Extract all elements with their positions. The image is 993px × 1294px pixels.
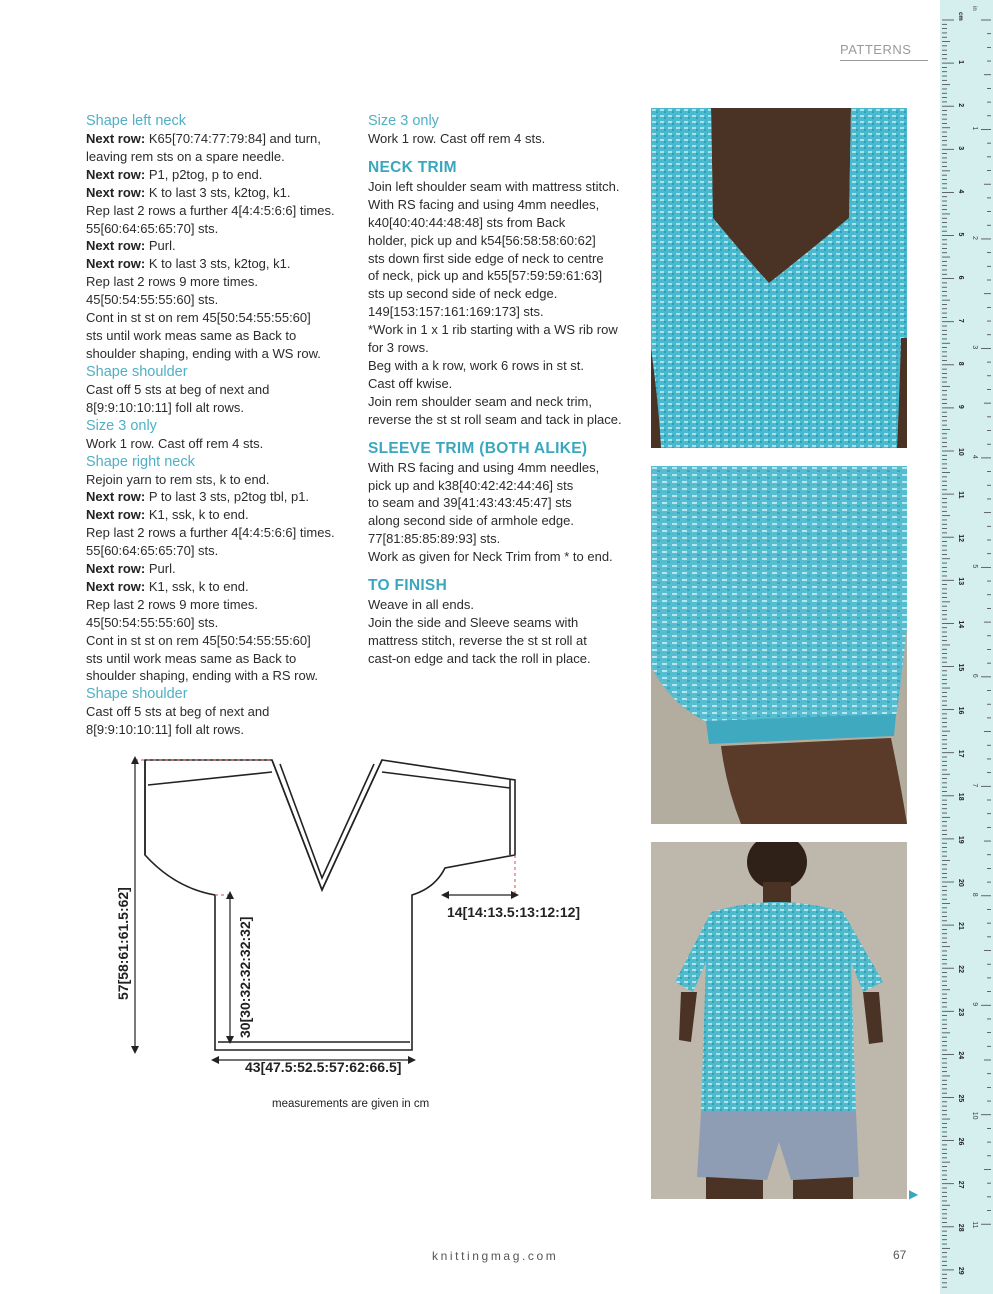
instruction-line: Next row: K65[70:74:77:79:84] and turn,	[86, 131, 321, 146]
ruler-cm-number: 19	[957, 835, 964, 844]
ruler-cm-number: 13	[957, 577, 964, 586]
instruction-line: *Work in 1 x 1 rib starting with a WS rib row	[368, 322, 618, 338]
instruction-line: Join left shoulder seam with mattress stitch.	[368, 178, 620, 194]
instruction-line: 149[153:157:161:169:173] sts.	[368, 304, 544, 320]
instruction-line: Cont in st st on rem 45[50:54:55:55:60]	[86, 310, 311, 326]
photo-back-view	[651, 842, 907, 1199]
instruction-line: Next row: K to last 3 sts, k2tog, k1.	[86, 184, 291, 200]
section-heading: TO FINISH	[368, 577, 448, 595]
instruction-line: With RS facing and using 4mm needles,	[368, 459, 600, 475]
row-label: Next row:	[86, 489, 146, 505]
section-heading: NECK TRIM	[368, 158, 457, 176]
ruler-inch-number: 8	[971, 892, 978, 897]
section-label: PATTERNS	[840, 42, 928, 61]
instruction-line: mattress stitch, reverse the st st roll at	[368, 632, 587, 648]
instruction-line: leaving rem sts on a spare needle.	[86, 148, 285, 164]
instruction-line: sts down first side edge of neck to centre	[368, 250, 604, 266]
section-heading: SLEEVE TRIM (BOTH ALIKE)	[368, 439, 588, 457]
ruler-cm-number: 27	[957, 1180, 964, 1189]
row-label: Next row:	[86, 256, 146, 272]
instruction-line: pick up and k38[40:42:42:44:46] sts	[368, 477, 574, 493]
ruler-cm-number: 14	[957, 620, 964, 629]
instruction-line: Next row: K1, ssk, k to end.	[86, 507, 249, 523]
instruction-line: 77[81:85:85:89:93] sts.	[368, 531, 501, 547]
ruler-cm-number: 11	[957, 491, 964, 499]
row-label: Next row:	[86, 578, 146, 594]
pattern-column-right	[368, 112, 630, 668]
instruction-line: Cast off 5 sts at beg of next and	[86, 381, 270, 397]
ruler-cm-number: 28	[957, 1223, 964, 1232]
instruction-line: k40[40:40:44:48:48] sts from Back	[368, 214, 566, 230]
ruler-cm-number: 17	[957, 749, 964, 758]
measuring-ruler	[940, 0, 993, 1294]
instruction-line: Join the side and Sleeve seams with	[368, 614, 579, 630]
ruler-inch-number: 2	[971, 235, 978, 240]
instruction-line: sts up second side of neck edge.	[368, 286, 558, 302]
instruction-line: Cast off 5 sts at beg of next and	[86, 704, 270, 720]
instruction-line: Cont in st st on rem 45[50:54:55:55:60]	[86, 632, 311, 648]
row-label: Next row:	[86, 131, 146, 146]
instruction-line: Next row: K to last 3 sts, k2tog, k1.	[86, 256, 291, 272]
instruction-line: Next row: P1, p2tog, p to end.	[86, 166, 263, 182]
photo-sleeve-detail	[651, 466, 907, 824]
ruler-cm-number: 12	[957, 534, 964, 542]
ruler-cm-number: 20	[957, 879, 964, 887]
side-length-label: 30[30:32:32:32:32]	[237, 916, 253, 1038]
instruction-line: Weave in all ends.	[368, 597, 474, 613]
ruler-cm-number: 3	[957, 146, 964, 151]
instruction-line: for 3 rows.	[368, 340, 429, 356]
instruction-line: along second side of armhole edge.	[368, 513, 574, 529]
subheading: Shape right neck	[86, 453, 195, 470]
ruler-inch-unit: in	[971, 6, 977, 11]
instruction-line: 8[9:9:10:10:11] foll alt rows.	[86, 399, 245, 415]
ruler-cm-number: 29	[957, 1266, 964, 1275]
instruction-line: sts until work meas same as Back to	[86, 327, 297, 343]
instruction-line: Beg with a k row, work 6 rows in st st.	[368, 357, 585, 373]
instruction-line: to seam and 39[41:43:43:45:47] sts	[368, 495, 572, 511]
ruler-cm-number: 21	[957, 922, 964, 930]
instruction-line: Next row: P to last 3 sts, p2tog tbl, p1.	[86, 489, 310, 505]
ruler-inch-number: 4	[971, 454, 978, 459]
ruler-cm-number: 18	[957, 792, 964, 801]
ruler-cm-number: 4	[957, 189, 964, 194]
instruction-line: 55[60:64:65:65:70] sts.	[86, 220, 219, 236]
row-label: Next row:	[86, 238, 146, 254]
row-label: Next row:	[86, 561, 146, 577]
page-number: 67	[893, 1248, 907, 1262]
row-label: Next row:	[86, 184, 146, 200]
instruction-line: sts until work meas same as Back to	[86, 650, 297, 666]
ruler-cm-number: 10	[957, 448, 964, 456]
instruction-line: Next row: Purl.	[86, 561, 176, 577]
instruction-line: With RS facing and using 4mm needles,	[368, 196, 600, 212]
ruler-cm-number: 6	[957, 275, 964, 280]
ruler-cm-number: 1	[957, 60, 964, 65]
ruler-cm-number: 23	[957, 1008, 964, 1017]
ruler-cm-number: 7	[957, 318, 964, 323]
ruler-cm-number: 26	[957, 1137, 964, 1146]
subheading: Shape shoulder	[86, 363, 188, 380]
ruler-inch-number: 1	[971, 126, 978, 131]
ruler-cm-number: 15	[957, 663, 964, 672]
row-label: Next row:	[86, 507, 146, 523]
instruction-line: Rep last 2 rows a further 4[4:4:5:6:6] times.	[86, 525, 335, 541]
ruler-inch-number: 10	[971, 1111, 978, 1120]
ruler-cm-number: 9	[957, 404, 964, 409]
instruction-line: Join rem shoulder seam and neck trim,	[368, 393, 592, 409]
width-label: 43[47.5:52.5:57:62:66.5]	[245, 1059, 402, 1075]
instruction-line: Rep last 2 rows a further 4[4:4:5:6:6] times.	[86, 202, 335, 218]
ruler-cm-number: 22	[957, 965, 964, 973]
ruler-inch-number: 7	[971, 783, 978, 788]
footer-url: knittingmag.com	[432, 1249, 559, 1263]
sleeve-depth-label: 14[14:13.5:13:12:12]	[447, 904, 581, 920]
ruler-cm-number: 2	[957, 103, 964, 108]
ruler-inch-number: 5	[971, 564, 978, 569]
instruction-line: shoulder shaping, ending with a WS row.	[86, 345, 321, 361]
ruler-cm-number: 25	[957, 1094, 964, 1103]
instruction-line: shoulder shaping, ending with a RS row.	[86, 668, 318, 684]
subheading: Size 3 only	[368, 113, 439, 129]
instruction-line: Rejoin yarn to rem sts, k to end.	[86, 471, 270, 487]
pattern-column-left	[86, 112, 351, 739]
instruction-line: 55[60:64:65:65:70] sts.	[86, 543, 219, 559]
instruction-line: Next row: K1, ssk, k to end.	[86, 578, 249, 594]
ruler-cm-number: 5	[957, 232, 964, 237]
instruction-line: Cast off kwise.	[368, 375, 453, 391]
ruler-inch-number: 9	[971, 1002, 978, 1007]
instruction-line: reverse the st st roll seam and tack in place.	[368, 411, 622, 427]
instruction-line: Rep last 2 rows 9 more times.	[86, 596, 258, 612]
ruler-inch-number: 11	[971, 1221, 978, 1229]
instruction-line: of neck, pick up and k55[57:59:59:61:63]	[368, 268, 603, 284]
instruction-line: Work 1 row. Cast off rem 4 sts.	[86, 435, 264, 451]
instruction-line: cast-on edge and tack the roll in place.	[368, 650, 591, 666]
instruction-line: holder, pick up and k54[56:58:58:60:62]	[368, 232, 596, 248]
instruction-line: Next row: Purl.	[86, 238, 176, 254]
garment-schematic	[100, 750, 620, 1080]
ruler-cm-unit: cm	[957, 12, 963, 21]
subheading: Shape shoulder	[86, 686, 188, 703]
next-page-arrow-icon: ▶	[909, 1187, 919, 1201]
ruler-cm-number: 8	[957, 361, 964, 366]
instruction-line: 45[50:54:55:55:60] sts.	[86, 614, 219, 630]
subheading: Shape left neck	[86, 113, 186, 129]
ruler-cm-number: 24	[957, 1051, 964, 1060]
ruler-cm-number: 16	[957, 706, 964, 715]
instruction-line: Work as given for Neck Trim from * to end.	[368, 549, 613, 565]
instruction-line: Rep last 2 rows 9 more times.	[86, 274, 258, 290]
height-label: 57[58:61:61.5:62]	[115, 887, 131, 1000]
photo-front-neckline	[651, 108, 907, 448]
instruction-line: Work 1 row. Cast off rem 4 sts.	[368, 131, 546, 146]
row-label: Next row:	[86, 166, 146, 182]
instruction-line: 8[9:9:10:10:11] foll alt rows.	[86, 722, 245, 738]
subheading: Size 3 only	[86, 417, 157, 434]
instruction-line: 45[50:54:55:55:60] sts.	[86, 292, 219, 308]
ruler-inch-number: 3	[971, 345, 978, 350]
diagram-note: measurements are given in cm	[272, 1098, 430, 1110]
ruler-inch-number: 6	[971, 673, 978, 678]
